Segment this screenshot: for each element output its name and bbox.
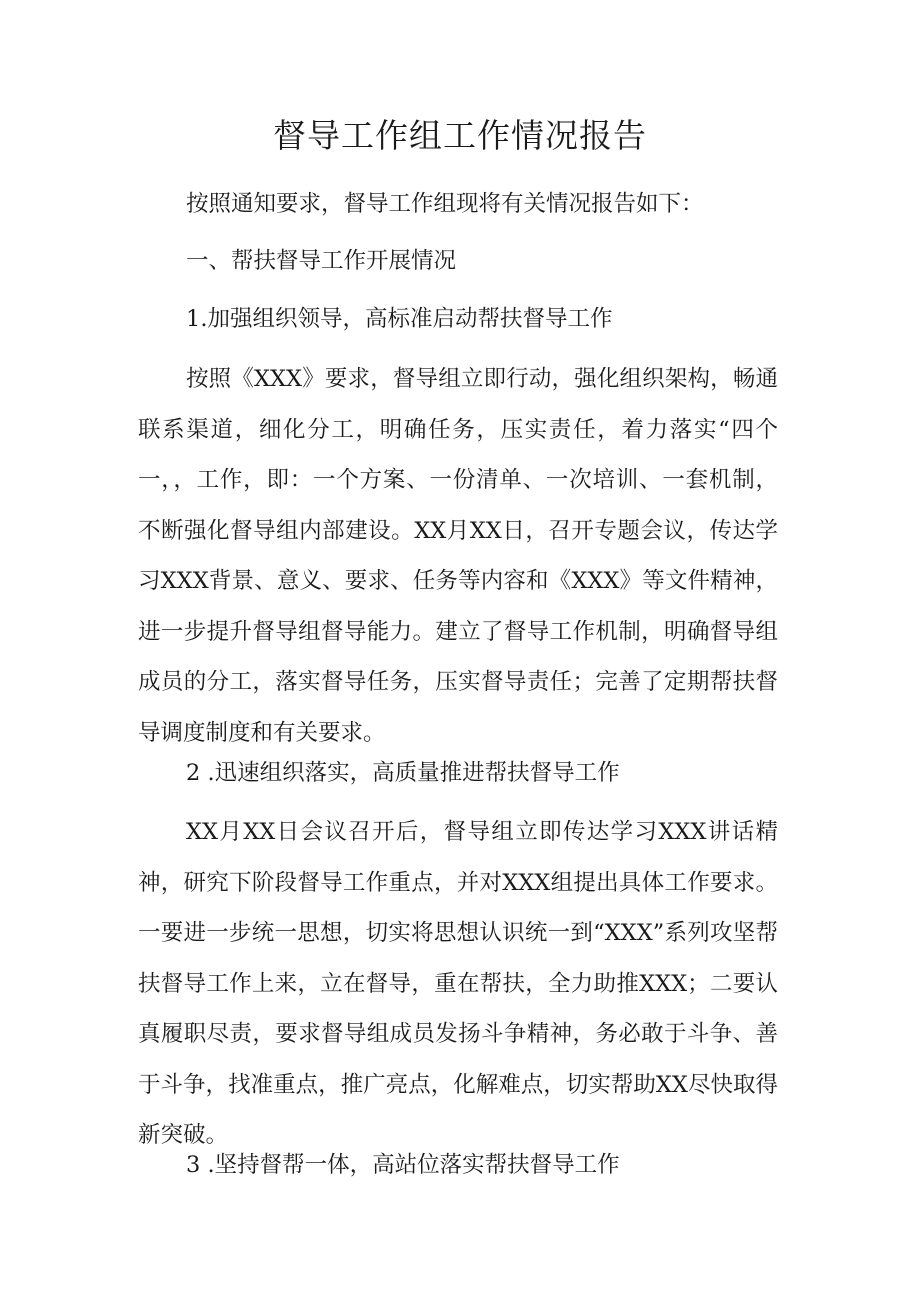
item-heading-2: 2 .迅速组织落实，高质量推进帮扶督导工作 bbox=[186, 760, 620, 786]
item-heading-3: 3 .坚持督帮一体，高站位落实帮扶督导工作 bbox=[186, 1152, 620, 1178]
item-paragraph-1: 按照《XXX》要求，督导组立即行动，强化组织架构，畅通联系渠道，细化分工，明确任务，压实责任，着力落实“四个一，，工作，即：一个方案、一份清单、一次培训、一套机制，不断强化督导组内部建设。XX月XX日，召开专题会议，传达学习XXX背景、意义、要求、任务等内容和《XXX》等文件精神，进一步提升督导组督导能力。建立了督导工作机制，明确督导组成员的分工，落实督导任务，压实督导责任；完善了定期帮扶督导调度制度和有关要求。 bbox=[138, 366, 778, 746]
intro-text: 按照通知要求，督导工作组现将有关情况报告如下： bbox=[186, 191, 704, 217]
section-heading-1: 一、帮扶督导工作开展情况 bbox=[186, 248, 457, 274]
item-heading-1: 1.加强组织领导，高标准启动帮扶督导工作 bbox=[186, 306, 613, 332]
item-paragraph-2: XX月XX日会议召开后，督导组立即传达学习XXX讲话精神，研究下阶段督导工作重点，并对XXX组提出具体工作要求。一要进一步统一思想，切实将思想认识统一到“XXX”系列攻坚帮扶督导工作上来，立在督导，重在帮扶，全力助推XXX；二要认真履职尽责，要求督导组成员发扬斗争精神，务必敢于斗争、善于斗争，找准重点，推广亮点，化解难点，切实帮助XX尽快取得新突破。 bbox=[138, 819, 778, 1148]
document-title: 督导工作组工作情况报告 bbox=[273, 116, 647, 155]
